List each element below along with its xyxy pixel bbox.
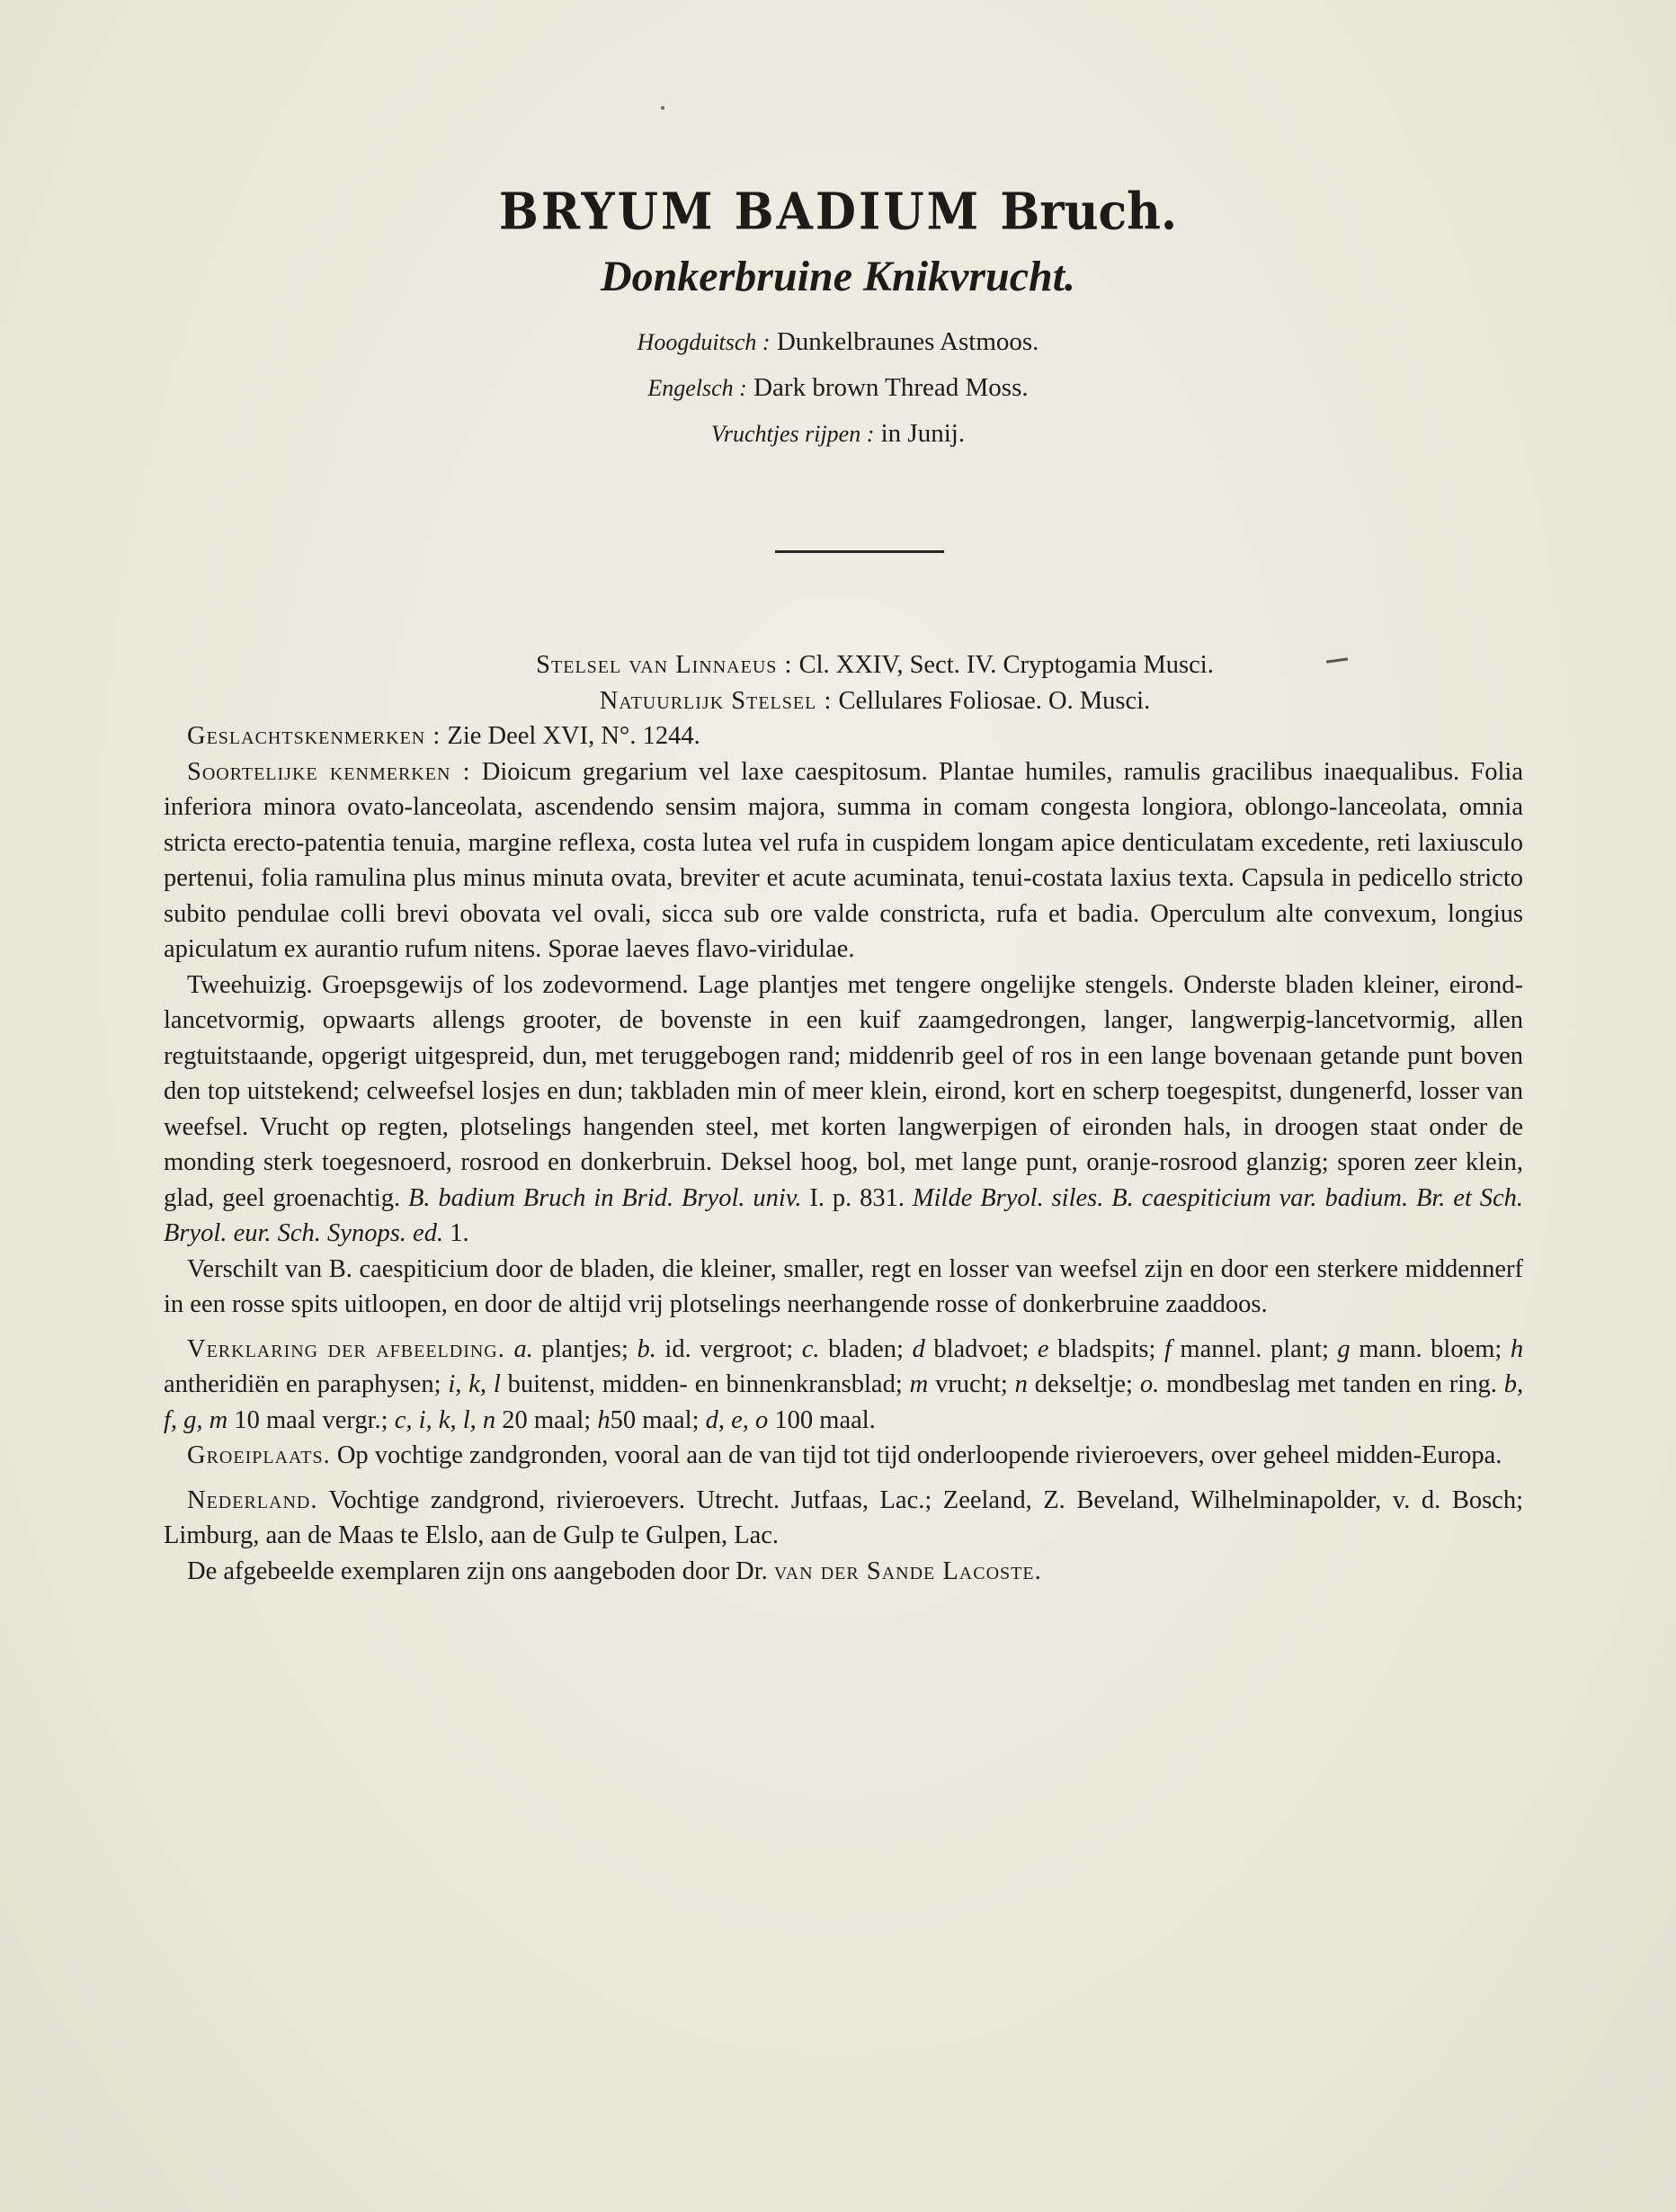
- dutch-text: Tweehuizig. Groepsgewijs of los zodevormend. Lage plantjes met tengere ongelijke stengels. Onderste bladen kleiner, eirond-lancetvormig, opwaarts allengs grooter, de bovenste in een kuif zaamgedrongen, langer, langwerpig-lancetvormig, allen regtuitstaande, opgerigt uitgespreid, dun, met teruggebogen rand; middenrib geel of ros in een lange bovenaan getande punt boven den top uitstekend; celweefsel losjes en dun; takbladen min of meer klein, eirond, kort en scherp toegespitst, dungenerfd, losser van weefsel. Vrucht op regten, plotselings hangenden steel, met korten langwerpigen of eironden hals, in droogen staat onder de monding sterk toegesnoerd, rosrood en donkerbruin. Deksel hoog, bol, met lange punt, oranje-rosrood glanzig; sporen zeer klein, glad, geel groenachtig.: [164, 970, 1523, 1212]
- explanation-key: h: [1510, 1334, 1524, 1363]
- explanation-key: d, e, o: [705, 1405, 769, 1434]
- name-ripening-label: Vruchtjes rijpen :: [710, 421, 875, 447]
- genus-characters: [164, 718, 1523, 754]
- credit-text: De afgebeelde exemplaren zijn ons aangeboden door Dr.: [187, 1556, 768, 1585]
- species-label: Soortelijke kenmerken :: [187, 757, 471, 786]
- habitat: [164, 1438, 1523, 1474]
- explanation-key: g: [1337, 1334, 1351, 1363]
- name-english: [0, 365, 1676, 411]
- name-german-value: Dunkelbraunes Astmoos.: [776, 327, 1039, 356]
- dutch-ref-1: B. badium Bruch in Brid. Bryol. univ.: [407, 1183, 802, 1212]
- explanation-key: i, k, l: [448, 1370, 501, 1398]
- explanation-key: c.: [801, 1334, 820, 1363]
- name-english-value: Dark brown Thread Moss.: [753, 373, 1029, 402]
- dutch-description: [164, 968, 1523, 1252]
- explanation-label: Verklaring der afbeelding.: [187, 1334, 505, 1363]
- explanation-value: bladvoet;: [933, 1334, 1030, 1363]
- explanation-key: h: [597, 1405, 611, 1434]
- name-german-label: Hoogduitsch :: [637, 329, 771, 355]
- explanation-value: bladen;: [828, 1334, 904, 1363]
- explanation-value: 20 maal;: [502, 1405, 592, 1434]
- species-author: Bruch.: [1000, 182, 1178, 242]
- linnaeus-label: Stelsel van Linnaeus :: [536, 651, 793, 679]
- explanation-value: mannel. plant;: [1180, 1334, 1329, 1363]
- page-title: [0, 183, 1676, 242]
- habitat-text: Op vochtige zandgronden, vooral aan de van tijd tot tijd onderloopende rivieroevers, over geheel midden-Europa.: [336, 1441, 1502, 1469]
- explanation-value: vrucht;: [935, 1370, 1008, 1398]
- figure-explanation: [164, 1332, 1523, 1439]
- netherlands-locations: [164, 1483, 1523, 1554]
- linnaeus-value: Cl. XXIV, Sect. IV. Cryptogamia Musci.: [798, 651, 1214, 679]
- explanation-value: mann. bloem;: [1359, 1334, 1502, 1363]
- genus-value: Zie Deel XVI, N°. 1244.: [447, 722, 700, 750]
- explanation-value: 10 maal vergr.;: [234, 1405, 388, 1434]
- credit-name: van der Sande Lacoste.: [773, 1556, 1042, 1585]
- paper-speck: [661, 106, 664, 110]
- explanation-key: f: [1163, 1334, 1172, 1363]
- natural-label: Natuurlijk Stelsel :: [599, 686, 833, 715]
- name-ripening: [0, 411, 1676, 457]
- explanation-key: e: [1037, 1334, 1049, 1363]
- specimen-credit: [164, 1554, 1523, 1590]
- explanation-key: b.: [637, 1334, 656, 1363]
- habitat-label: Groeiplaats.: [187, 1441, 331, 1469]
- explanation-value: buitenst, midden- en binnenkransblad;: [507, 1370, 903, 1398]
- divider-rule: [775, 550, 944, 553]
- netherlands-text: Vochtige zandgrond, rivieroevers. Utrecht. Jutfaas, Lac.; Zeeland, Z. Beveland, Wilhelminapolder, v. d. Bosch; Limburg, aan de Maas te Elslo, aan de Gulp te Gulpen, Lac.: [164, 1485, 1523, 1549]
- natural-system: [164, 683, 1523, 719]
- dutch-ref-2: I. p. 831.: [809, 1183, 905, 1212]
- dutch-name: Donkerbruine Knikvrucht.: [600, 253, 1076, 300]
- explanation-key: c, i, k, l, n: [394, 1405, 496, 1434]
- explanation-key: a.: [513, 1334, 533, 1363]
- netherlands-label: Nederland.: [187, 1485, 318, 1514]
- explanation-key: b, f, g, m: [164, 1370, 1524, 1434]
- explanation-value: dekseltje;: [1034, 1370, 1133, 1398]
- explanation-value: bladspits;: [1057, 1334, 1156, 1363]
- explanation-value: antheridiën en paraphysen;: [164, 1370, 441, 1398]
- common-names: [0, 319, 1676, 457]
- explanation-value: plantjes;: [541, 1334, 628, 1363]
- genus-label: Geslachtskenmerken :: [187, 722, 441, 750]
- species-characters: [164, 754, 1523, 968]
- explanation-value: 50 maal;: [610, 1405, 700, 1434]
- linnaeus-system: [164, 647, 1523, 683]
- name-english-label: Engelsch :: [647, 375, 747, 401]
- description-body: [164, 647, 1523, 1589]
- species-name: BRYUM BADIUM: [498, 182, 982, 242]
- dutch-ref-4: 1.: [450, 1219, 469, 1247]
- name-ripening-value: in Junij.: [880, 419, 966, 448]
- title-block: [0, 184, 1676, 457]
- dutch-ref-3: Milde Bryol. siles. B. caespiticium var. badium. Br. et Sch. Bryol. eur. Sch. Synops. ed.: [164, 1183, 1524, 1247]
- natural-value: Cellulares Foliosae. O. Musci.: [838, 686, 1151, 715]
- explanation-value: mondbeslag met tanden en ring.: [1166, 1370, 1497, 1398]
- explanation-key: m: [909, 1370, 929, 1398]
- explanation-key: o.: [1139, 1370, 1160, 1398]
- species-latin: Dioicum gregarium vel laxe caespitosum. Plantae humiles, ramulis gracilibus inaequalibus. Folia inferiora minora ovato-lanceolata, ascendendo sensim majora, summa in comam congesta longiora, oblongo-lanceolata, omnia stricta erecto-patentia tenuia, margine reflexa, costa lutea vel rufa in cuspidem longam apice denticulatam excedente, reti laxiusculo pertenui, folia ramulina plus minus minuta ovata, breviter et acute acuminata, tenui-costata laxius texta. Capsula in pedicello stricto subito pendulae colli brevi obovata vel ovali, sicca sub ore valde constricta, rufa et badia. Operculum alte convexum, longius apiculatum ex aurantio rufum nitens. Sporae laeves flavo-viridulae.: [164, 757, 1523, 963]
- explanation-key: d: [912, 1334, 925, 1363]
- difference-text: Verschilt van B. caespiticium door de bladen, die kleiner, smaller, regt en losser van weefsel zijn en door een sterkere middennerf in een rosse spits uitloopen, en door de altijd vrij plotselings neerhangende rosse of donkerbruine zaaddoos.: [164, 1254, 1523, 1318]
- explanation-value: id. vergroot;: [664, 1334, 794, 1363]
- explanation-value: 100 maal.: [774, 1405, 876, 1434]
- name-german: [0, 319, 1676, 365]
- difference-note: [164, 1252, 1523, 1323]
- explanation-key: n: [1014, 1370, 1028, 1398]
